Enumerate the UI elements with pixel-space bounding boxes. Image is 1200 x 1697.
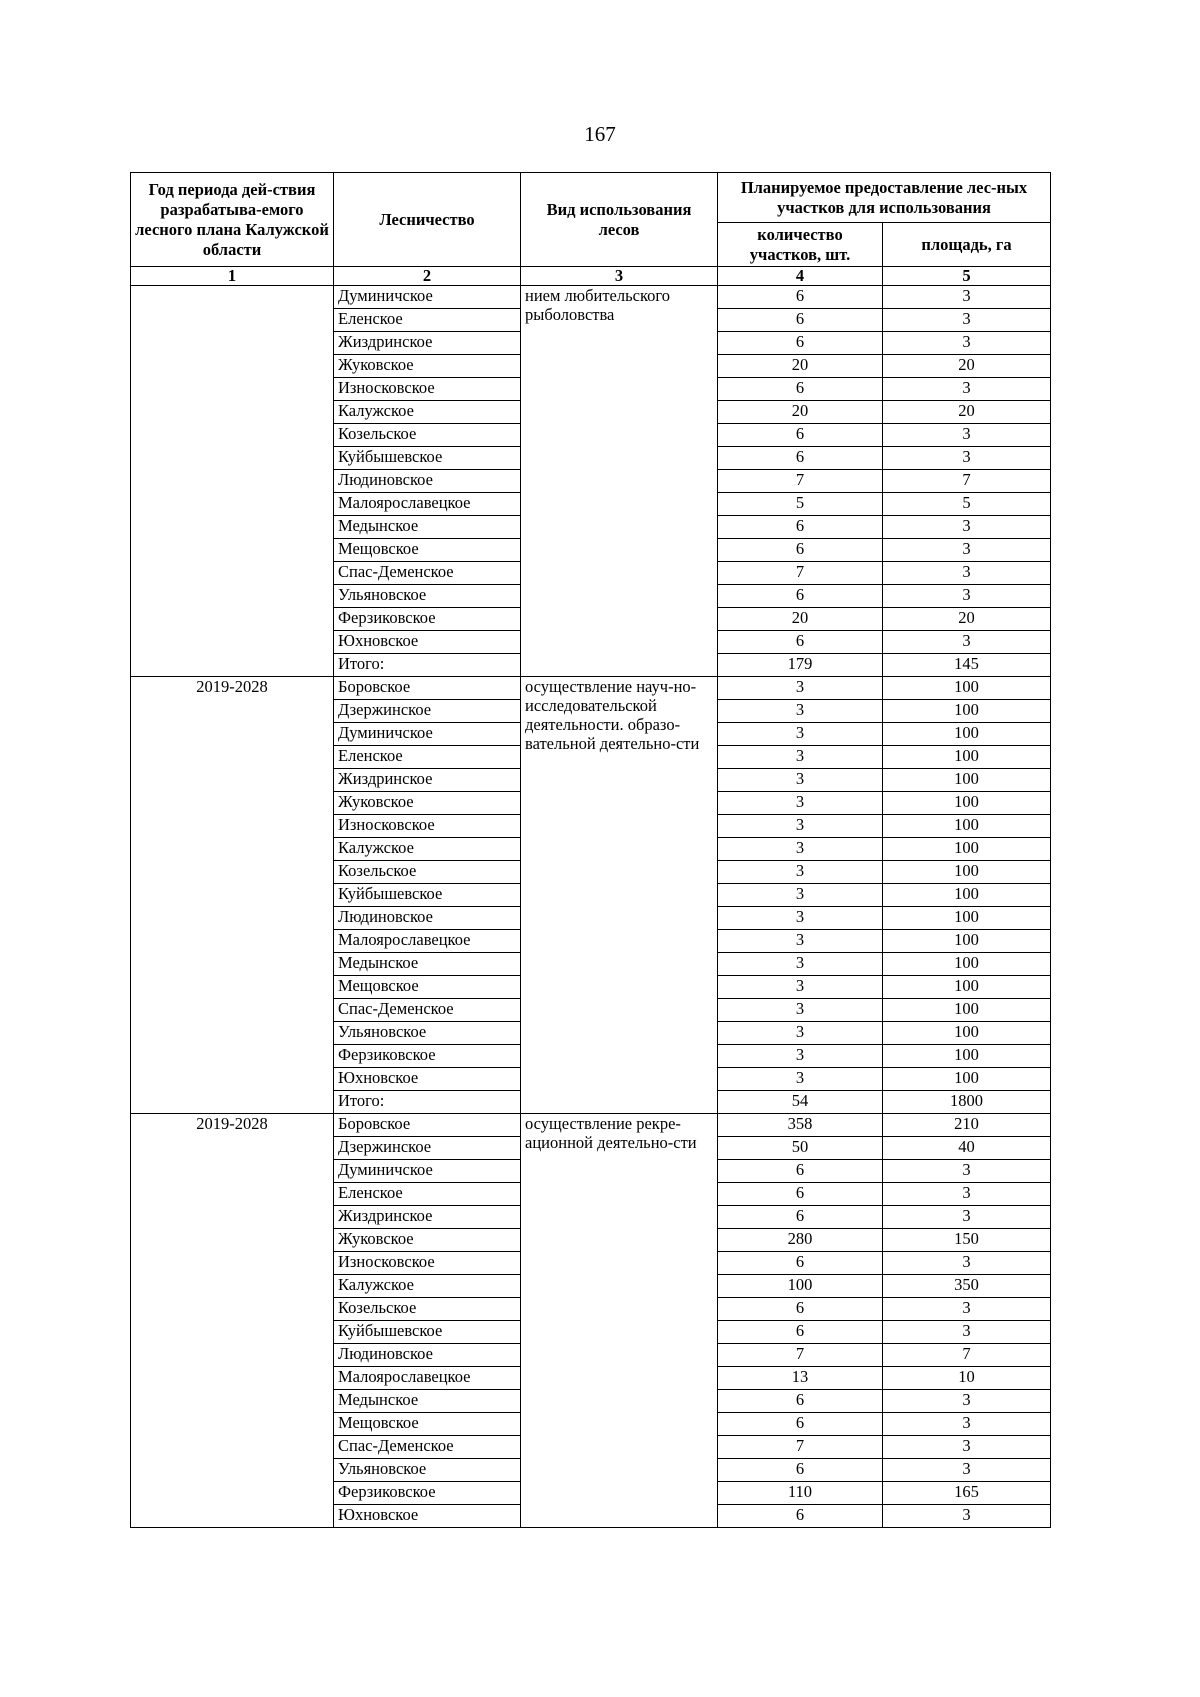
forestry-name: Юхновское xyxy=(334,631,521,654)
plot-area: 5 xyxy=(883,493,1051,516)
forestry-name: Износковское xyxy=(334,815,521,838)
plot-count: 358 xyxy=(718,1114,883,1137)
forestry-name: Юхновское xyxy=(334,1505,521,1528)
plot-count: 20 xyxy=(718,401,883,424)
header-area: площадь, га xyxy=(883,223,1051,267)
plot-area: 7 xyxy=(883,1344,1051,1367)
plot-count: 7 xyxy=(718,1344,883,1367)
period-year: 2019-2028 xyxy=(131,1114,334,1528)
column-number: 2 xyxy=(334,267,521,286)
plot-area: 3 xyxy=(883,286,1051,309)
plot-count: 3 xyxy=(718,792,883,815)
plot-count: 3 xyxy=(718,930,883,953)
plot-count: 6 xyxy=(718,286,883,309)
forestry-name: Людиновское xyxy=(334,470,521,493)
forestry-name: Еленское xyxy=(334,746,521,769)
forestry-name: Калужское xyxy=(334,1275,521,1298)
usage-type: нием любительского рыболовства xyxy=(521,286,718,677)
forestry-name: Малоярославецкое xyxy=(334,930,521,953)
plot-count: 3 xyxy=(718,815,883,838)
plot-count: 3 xyxy=(718,769,883,792)
plot-area: 100 xyxy=(883,769,1051,792)
plot-area: 3 xyxy=(883,1298,1051,1321)
plot-area: 100 xyxy=(883,677,1051,700)
plot-area: 1800 xyxy=(883,1091,1051,1114)
plot-area: 20 xyxy=(883,401,1051,424)
page-number: 167 xyxy=(584,122,616,146)
plot-count: 6 xyxy=(718,424,883,447)
forestry-name: Куйбышевское xyxy=(334,447,521,470)
forestry-name: Козельское xyxy=(334,861,521,884)
forestry-name: Малоярославецкое xyxy=(334,1367,521,1390)
plot-count: 3 xyxy=(718,884,883,907)
forestry-name: Думиничское xyxy=(334,723,521,746)
plot-count: 3 xyxy=(718,999,883,1022)
forestry-name: Юхновское xyxy=(334,1068,521,1091)
plot-count: 7 xyxy=(718,1436,883,1459)
forestry-name: Куйбышевское xyxy=(334,884,521,907)
plot-count: 3 xyxy=(718,861,883,884)
forestry-name: Жуковское xyxy=(334,792,521,815)
plot-count: 20 xyxy=(718,355,883,378)
plot-area: 100 xyxy=(883,746,1051,769)
plot-count: 6 xyxy=(718,516,883,539)
plot-count: 110 xyxy=(718,1482,883,1505)
plot-area: 3 xyxy=(883,1459,1051,1482)
period-year: 2019-2028 xyxy=(131,677,334,1114)
header-count: количество участков, шт. xyxy=(718,223,883,267)
plot-count: 6 xyxy=(718,309,883,332)
forestry-name: Мещовское xyxy=(334,976,521,999)
plot-count: 6 xyxy=(718,1505,883,1528)
forestry-name: Думиничское xyxy=(334,286,521,309)
forestry-name: Износковское xyxy=(334,1252,521,1275)
plot-count: 6 xyxy=(718,1160,883,1183)
forestry-name: Боровское xyxy=(334,677,521,700)
plot-area: 100 xyxy=(883,792,1051,815)
forestry-name: Жиздринское xyxy=(334,769,521,792)
forestry-name: Боровское xyxy=(334,1114,521,1137)
forestry-name: Еленское xyxy=(334,309,521,332)
forestry-name: Еленское xyxy=(334,1183,521,1206)
plot-count: 3 xyxy=(718,746,883,769)
plot-count: 3 xyxy=(718,700,883,723)
plot-count: 3 xyxy=(718,1045,883,1068)
plot-area: 3 xyxy=(883,539,1051,562)
forestry-name: Спас-Деменское xyxy=(334,562,521,585)
plot-count: 6 xyxy=(718,585,883,608)
plot-area: 150 xyxy=(883,1229,1051,1252)
forestry-name: Итого: xyxy=(334,654,521,677)
plot-count: 54 xyxy=(718,1091,883,1114)
plot-area: 100 xyxy=(883,1068,1051,1091)
plot-area: 3 xyxy=(883,1160,1051,1183)
plot-area: 100 xyxy=(883,861,1051,884)
forestry-name: Медынское xyxy=(334,1390,521,1413)
plot-count: 6 xyxy=(718,378,883,401)
plot-count: 7 xyxy=(718,470,883,493)
plot-area: 3 xyxy=(883,378,1051,401)
forestry-name: Мещовское xyxy=(334,539,521,562)
plot-count: 6 xyxy=(718,1183,883,1206)
plot-count: 3 xyxy=(718,953,883,976)
forestry-name: Ферзиковское xyxy=(334,1482,521,1505)
plot-count: 6 xyxy=(718,1459,883,1482)
plot-count: 3 xyxy=(718,907,883,930)
plot-count: 6 xyxy=(718,1390,883,1413)
plot-count: 3 xyxy=(718,677,883,700)
plot-area: 10 xyxy=(883,1367,1051,1390)
plot-area: 100 xyxy=(883,907,1051,930)
plot-area: 100 xyxy=(883,838,1051,861)
plot-area: 100 xyxy=(883,953,1051,976)
plot-count: 13 xyxy=(718,1367,883,1390)
forestry-name: Мещовское xyxy=(334,1413,521,1436)
plot-area: 100 xyxy=(883,1045,1051,1068)
forestry-name: Калужское xyxy=(334,838,521,861)
plot-area: 20 xyxy=(883,355,1051,378)
header-usage: Вид использования лесов xyxy=(521,173,718,267)
plot-count: 6 xyxy=(718,1206,883,1229)
plot-count: 179 xyxy=(718,654,883,677)
forestry-name: Ульяновское xyxy=(334,1022,521,1045)
plot-count: 3 xyxy=(718,1068,883,1091)
plot-area: 100 xyxy=(883,700,1051,723)
forestry-name: Думиничское xyxy=(334,1160,521,1183)
plot-area: 100 xyxy=(883,999,1051,1022)
plot-area: 3 xyxy=(883,424,1051,447)
table-body xyxy=(131,286,1051,1528)
plot-area: 3 xyxy=(883,1436,1051,1459)
plot-area: 3 xyxy=(883,1206,1051,1229)
forestry-name: Медынское xyxy=(334,516,521,539)
period-year xyxy=(131,286,334,677)
column-number: 5 xyxy=(883,267,1051,286)
plot-area: 145 xyxy=(883,654,1051,677)
plot-area: 3 xyxy=(883,585,1051,608)
plot-area: 3 xyxy=(883,332,1051,355)
plot-count: 3 xyxy=(718,838,883,861)
usage-type: осуществление науч-но-исследовательской деятельности. образо-вательной деятельно-сти xyxy=(521,677,718,1114)
plot-count: 3 xyxy=(718,976,883,999)
header-planned: Планируемое предоставление лес-ных участков для использования xyxy=(718,173,1051,223)
plot-area: 3 xyxy=(883,1183,1051,1206)
forestry-name: Ферзиковское xyxy=(334,1045,521,1068)
forestry-name: Дзержинское xyxy=(334,1137,521,1160)
forestry-name: Людиновское xyxy=(334,907,521,930)
plot-area: 100 xyxy=(883,815,1051,838)
plot-area: 3 xyxy=(883,631,1051,654)
forestry-name: Людиновское xyxy=(334,1344,521,1367)
plot-area: 3 xyxy=(883,1413,1051,1436)
forestry-name: Козельское xyxy=(334,424,521,447)
forestry-name: Спас-Деменское xyxy=(334,999,521,1022)
plot-count: 6 xyxy=(718,631,883,654)
header-forestry: Лесничество xyxy=(334,173,521,267)
plot-area: 3 xyxy=(883,1390,1051,1413)
forestry-name: Дзержинское xyxy=(334,700,521,723)
plot-area: 100 xyxy=(883,976,1051,999)
forestry-name: Жиздринское xyxy=(334,332,521,355)
plot-area: 100 xyxy=(883,723,1051,746)
forestry-name: Итого: xyxy=(334,1091,521,1114)
forestry-name: Спас-Деменское xyxy=(334,1436,521,1459)
column-number: 1 xyxy=(131,267,334,286)
forestry-name: Ульяновское xyxy=(334,585,521,608)
forestry-name: Жиздринское xyxy=(334,1206,521,1229)
plot-count: 3 xyxy=(718,1022,883,1045)
forestry-name: Медынское xyxy=(334,953,521,976)
plot-count: 6 xyxy=(718,1298,883,1321)
forestry-name: Жуковское xyxy=(334,1229,521,1252)
table-row xyxy=(131,1114,1051,1137)
plot-area: 100 xyxy=(883,930,1051,953)
column-number: 3 xyxy=(521,267,718,286)
plot-area: 350 xyxy=(883,1275,1051,1298)
forestry-name: Куйбышевское xyxy=(334,1321,521,1344)
plot-count: 20 xyxy=(718,608,883,631)
plot-area: 40 xyxy=(883,1137,1051,1160)
plot-area: 3 xyxy=(883,516,1051,539)
header-year: Год периода дей-ствия разрабатыва-емого лесного плана Калужской области xyxy=(131,173,334,267)
forestry-name: Износковское xyxy=(334,378,521,401)
plot-count: 5 xyxy=(718,493,883,516)
plot-area: 3 xyxy=(883,1505,1051,1528)
forestry-name: Калужское xyxy=(334,401,521,424)
plot-area: 7 xyxy=(883,470,1051,493)
forestry-name: Ульяновское xyxy=(334,1459,521,1482)
forestry-name: Малоярославецкое xyxy=(334,493,521,516)
plot-count: 6 xyxy=(718,1252,883,1275)
forestry-name: Ферзиковское xyxy=(334,608,521,631)
plot-area: 3 xyxy=(883,562,1051,585)
plot-area: 20 xyxy=(883,608,1051,631)
table-row xyxy=(131,677,1051,700)
plot-count: 100 xyxy=(718,1275,883,1298)
plot-count: 7 xyxy=(718,562,883,585)
plot-count: 50 xyxy=(718,1137,883,1160)
table-row xyxy=(131,286,1051,309)
plot-count: 6 xyxy=(718,539,883,562)
forest-plan-table xyxy=(130,172,1051,1528)
column-number: 4 xyxy=(718,267,883,286)
plot-count: 6 xyxy=(718,447,883,470)
plot-area: 3 xyxy=(883,1252,1051,1275)
usage-type: осуществление рекре-ационной деятельно-сти xyxy=(521,1114,718,1528)
plot-area: 3 xyxy=(883,309,1051,332)
plot-count: 280 xyxy=(718,1229,883,1252)
plot-count: 6 xyxy=(718,1321,883,1344)
plot-area: 3 xyxy=(883,1321,1051,1344)
forestry-name: Жуковское xyxy=(334,355,521,378)
plot-area: 210 xyxy=(883,1114,1051,1137)
plot-count: 3 xyxy=(718,723,883,746)
plot-area: 100 xyxy=(883,884,1051,907)
forestry-name: Козельское xyxy=(334,1298,521,1321)
plot-count: 6 xyxy=(718,1413,883,1436)
plot-count: 6 xyxy=(718,332,883,355)
plot-area: 100 xyxy=(883,1022,1051,1045)
plot-area: 3 xyxy=(883,447,1051,470)
plot-area: 165 xyxy=(883,1482,1051,1505)
